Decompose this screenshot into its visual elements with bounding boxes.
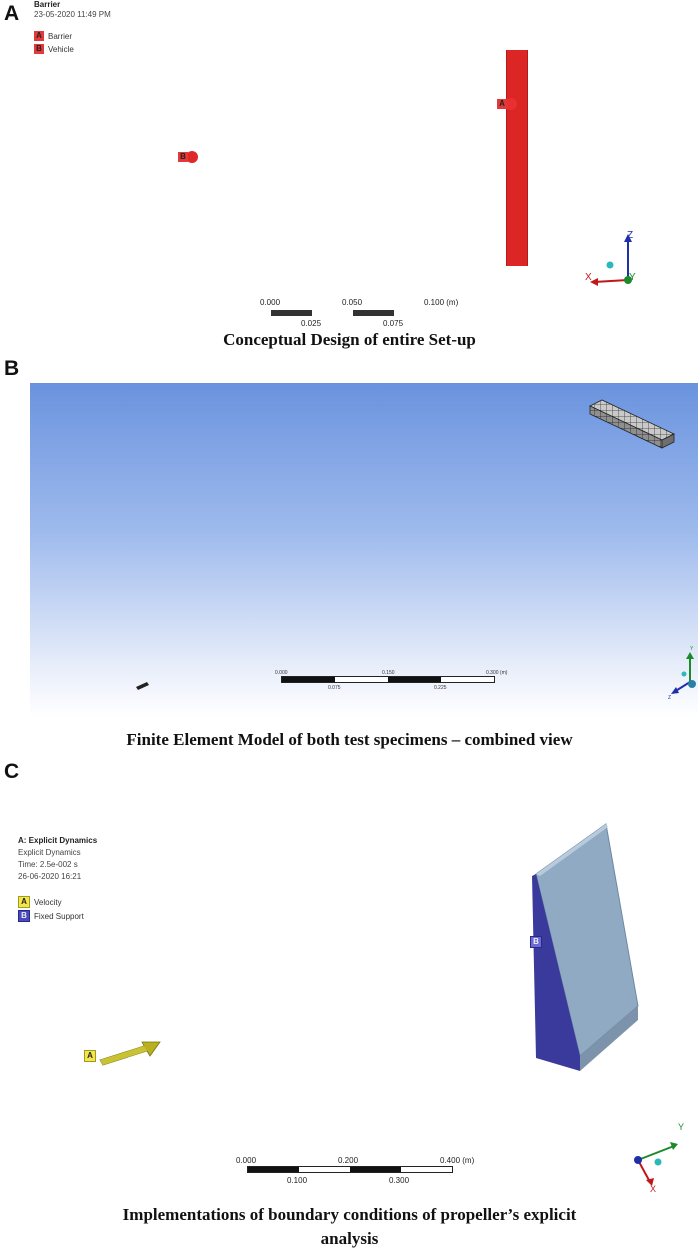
- panel-letter-a: A: [4, 2, 20, 25]
- scale-c-tick-400: 0.400 (m): [440, 1156, 475, 1165]
- scale-a-tick-075: 0.075: [383, 319, 404, 328]
- scale-a-tick-100: 0.100 (m): [424, 298, 459, 307]
- legend-label-fixed-support: Fixed Support: [34, 911, 84, 921]
- panel-letter-c: C: [4, 760, 20, 783]
- scale-c-tick-0: 0.000: [236, 1156, 257, 1165]
- scale-c-tick-300: 0.300: [389, 1176, 410, 1185]
- panel-c-date: 26-06-2020 16:21: [18, 872, 82, 881]
- barrier-marker: A: [497, 99, 507, 109]
- caption-c-line-1: Implementations of boundary conditions of propeller’s explicit: [122, 1205, 577, 1224]
- panel-a-title: Barrier: [34, 0, 61, 9]
- legend-item-barrier: [34, 31, 72, 41]
- scale-c-bar-2: [350, 1167, 401, 1172]
- caption-c-line-2: analysis: [320, 1229, 379, 1248]
- meshed-barrier: [588, 398, 680, 450]
- fixed-support-marker: B: [530, 936, 542, 948]
- coordinate-triad-c: [622, 1124, 686, 1188]
- legend-key-fixed-support: B: [18, 910, 30, 922]
- barrier-body: [506, 50, 528, 266]
- legend-key-velocity: A: [18, 896, 30, 908]
- legend-key-b: B: [34, 44, 44, 54]
- axis-label-z-b: Z: [668, 695, 672, 701]
- legend-label-velocity: Velocity: [34, 897, 62, 907]
- panel-c-type: Explicit Dynamics: [18, 848, 81, 857]
- scale-a-bar-1: [271, 310, 312, 316]
- velocity-marker: A: [84, 1050, 96, 1062]
- velocity-arrow: [94, 1034, 166, 1070]
- axis-label-y-b: Y: [690, 646, 694, 652]
- scale-c-tick-200: 0.200: [338, 1156, 359, 1165]
- scale-b-tick-150: 0.150: [382, 670, 395, 676]
- legend-key-a: A: [34, 31, 44, 41]
- caption-a: Conceptual Design of entire Set-up: [223, 330, 476, 349]
- fixed-plate: [528, 822, 648, 1074]
- scale-a-tick-025: 0.025: [301, 319, 322, 328]
- scale-b-tick-225: 0.225: [434, 685, 447, 691]
- scale-a-tick-050: 0.050: [342, 298, 363, 307]
- meshed-vehicle: [134, 680, 152, 692]
- axis-label-x-c: X: [650, 1184, 657, 1194]
- scale-c-tick-100: 0.100: [287, 1176, 308, 1185]
- scale-b-bar-1: [282, 677, 335, 682]
- axis-label-x-a: X: [585, 272, 592, 283]
- caption-b: Finite Element Model of both test specimens – combined view: [126, 730, 573, 749]
- panel-letter-b: B: [4, 357, 20, 380]
- legend-item-vehicle: [34, 44, 74, 54]
- scale-b-tick-300: 0.300 (m): [486, 670, 508, 676]
- scale-a-tick-0: 0.000: [260, 298, 281, 307]
- legend-item-fixed-support: [18, 910, 84, 922]
- legend-item-velocity: [18, 896, 62, 908]
- scale-c-bar-1: [248, 1167, 299, 1172]
- axis-label-y-c: Y: [678, 1122, 685, 1132]
- vehicle-marker: B: [178, 152, 188, 162]
- scale-b-tick-075: 0.075: [328, 685, 341, 691]
- scale-a-bar-2: [353, 310, 394, 316]
- panel-a-date: 23-05-2020 11:49 PM: [34, 10, 111, 19]
- legend-label-barrier: Barrier: [48, 31, 73, 41]
- axis-label-y-a: Y: [629, 272, 636, 283]
- legend-label-vehicle: Vehicle: [48, 44, 74, 54]
- scale-b-bar-2: [388, 677, 441, 682]
- panel-c-title: A: Explicit Dynamics: [18, 836, 98, 845]
- axis-label-z-a: Z: [627, 230, 634, 241]
- panel-c-time: Time: 2.5e-002 s: [18, 860, 78, 869]
- scale-b-tick-0: 0.000: [275, 670, 288, 676]
